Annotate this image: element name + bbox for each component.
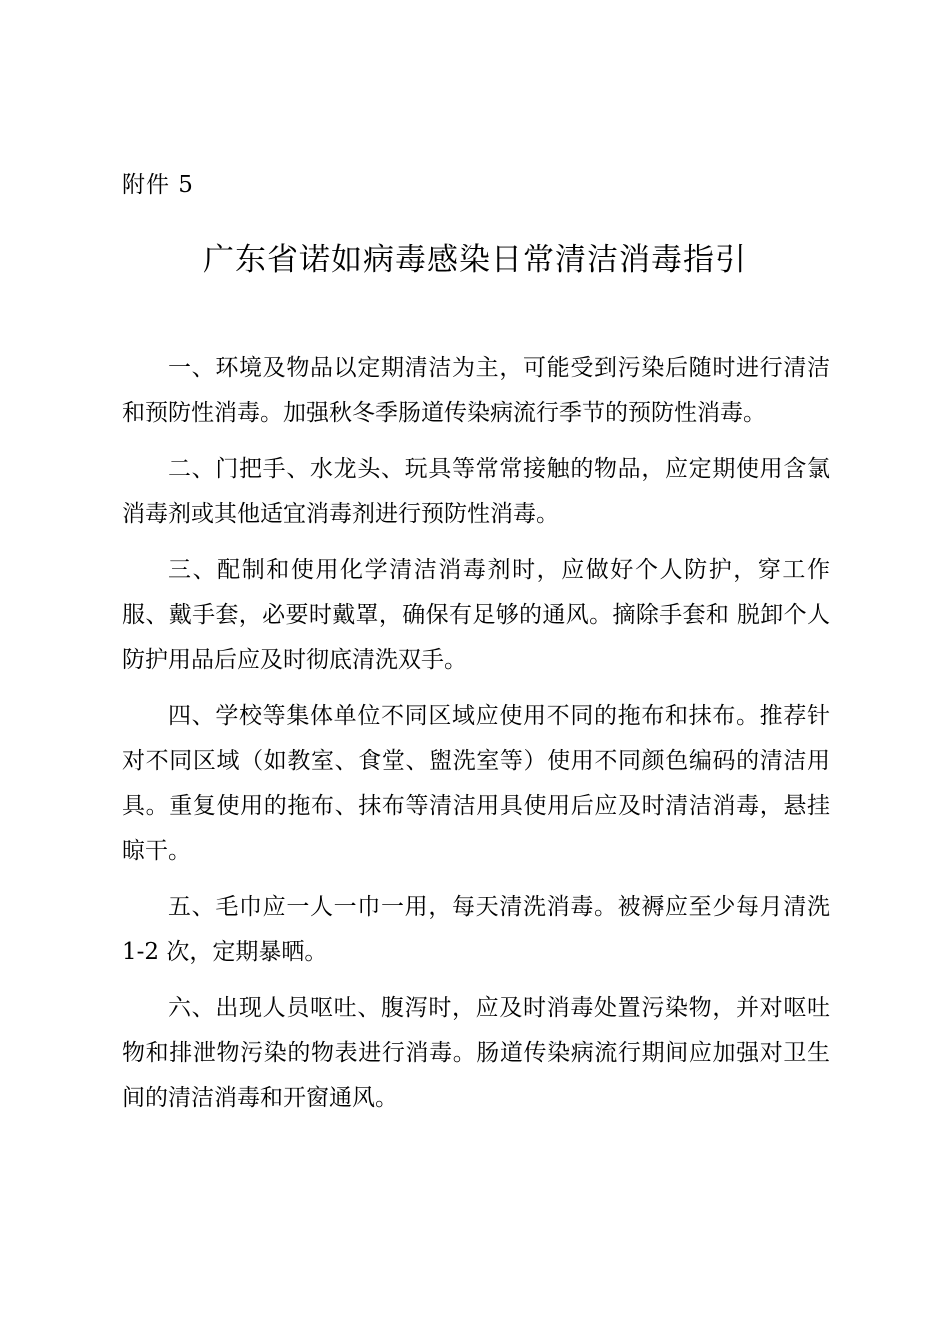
attachment-label: 附件 5 [122,172,194,198]
paragraph-2: 二、门把手、水龙头、玩具等常常接触的物品，应定期使用含氯消毒剂或其他适宜消毒剂进行预防性消毒。 [122,456,830,527]
paragraph-6: 六、出现人员呕吐、腹泻时，应及时消毒处置污染物，并对呕吐物和排泄物污染的物表进行消毒。肠道传染病流行期间应加强对卫生间的清洁消毒和开窗通风。 [122,995,830,1111]
document-body [122,346,830,1132]
paragraph-4: 四、学校等集体单位不同区域应使用不同的拖布和抹布。推荐针对不同区域（如教室、食堂、盥洗室等）使用不同颜色编码的清洁用具。重复使用的拖布、抹布等清洁用具使用后应及时清洁消毒，悬挂晾干。 [122,703,830,864]
document-title: 广东省诺如病毒感染日常清洁消毒指引 [203,242,747,278]
paragraph-1: 一、环境及物品以定期清洁为主，可能受到污染后随时进行清洁和预防性消毒。加强秋冬季肠道传染病流行季节的预防性消毒。 [122,355,830,426]
paragraph-5: 五、毛巾应一人一巾一用，每天清洗消毒。被褥应至少每月清洗 1-2 次，定期暴晒。 [122,894,830,965]
paragraph-3: 三、配制和使用化学清洁消毒剂时，应做好个人防护，穿工作服、戴手套，必要时戴罩，确保有足够的通风。摘除手套和 脱卸个人防护用品后应及时彻底清洗双手。 [122,557,830,673]
